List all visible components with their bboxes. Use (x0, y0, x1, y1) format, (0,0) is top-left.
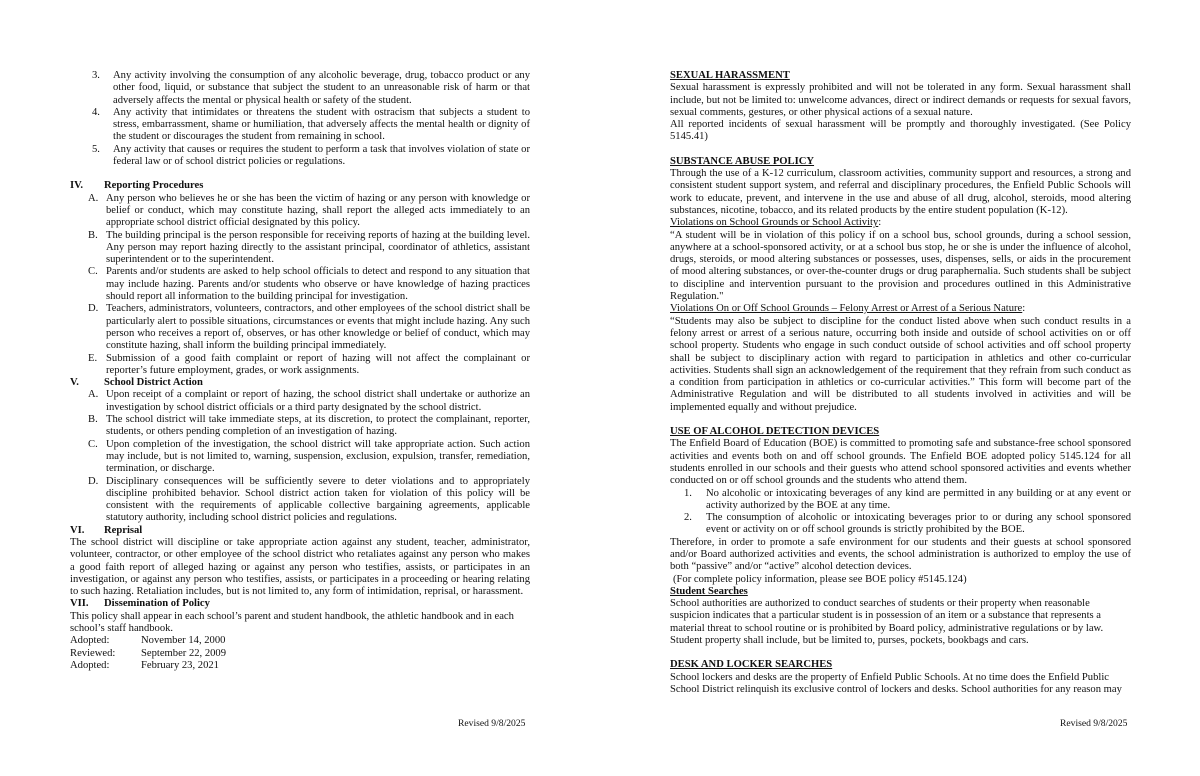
adoption-history (70, 635, 530, 672)
subheading-text: Violations On or Off School Grounds – Felony Arrest or Arrest of a Serious Nature (670, 303, 1023, 315)
list-item (70, 266, 530, 303)
alcohol-rules-list (670, 488, 1131, 537)
list-item (70, 353, 530, 378)
list-item (70, 414, 530, 439)
reporting-procedures-list (70, 193, 530, 377)
list-item-text: Upon completion of the investigation, the school district will take appropriate action. Such action may include, but is not limited to, warning, suspension, exclusion, expulsion, transfer, remediation, termination, or discharge. (106, 438, 530, 475)
hazing-activity-list (70, 70, 530, 168)
list-item-text: Upon receipt of a complaint or report of hazing, the school district shall undertake or authorize an investigation by school district officials or a third party designated by the school district. (106, 389, 530, 413)
list-item (670, 512, 1131, 537)
section-title: Reporting Procedures (104, 180, 204, 192)
list-item (70, 193, 530, 230)
adoption-date: September 22, 2009 (141, 647, 227, 659)
section-number: IV. (70, 180, 84, 192)
subheading-colon: : (1022, 303, 1026, 315)
list-item-text: Any activity that intimidates or threatens the student with ostracism that subjects a student to stress, embarrassment, shame or humiliation, that adversely affects the mental health or dignity of the student or discourages the student from remaining in school. (113, 106, 530, 143)
right-footer-revised: Revised 9/8/2025 (1060, 718, 1128, 729)
list-item (70, 107, 530, 144)
adoption-row (70, 660, 530, 672)
list-item (70, 70, 530, 107)
felony-arrest-subheading (670, 303, 1131, 315)
list-item-number: A. (88, 389, 99, 401)
list-item (70, 389, 530, 414)
left-page (70, 70, 530, 672)
adoption-label: Adopted: (70, 659, 110, 671)
list-item-number: B. (88, 414, 98, 426)
section-title: School District Action (104, 377, 203, 389)
adoption-date: November 14, 2000 (141, 635, 226, 647)
list-item-number: D. (88, 303, 99, 315)
list-item-text: Any person who believes he or she has been the victim of hazing or any person with knowledge or belief or conduct, which may constitute hazing, shall report the alleged acts immediately to an appropriate school district official designated by this policy. (106, 192, 530, 229)
alcohol-detection-heading: USE OF ALCOHOL DETECTION DEVICES (670, 426, 880, 438)
section-iv-heading (70, 180, 530, 192)
list-item-number: E. (88, 352, 98, 364)
student-searches-paragraph: School authorities are authorized to conduct searches of students or their property when reasonable suspicion indicates that a particular student is in possession of an item or a substance that represents a material threat to school routine or is prohibited by Board policy, administrative regulations or by law. Student property shall include, but be limited to, purses, pockets, bookbags and cars. (670, 598, 1104, 647)
alcohol-detection-paragraph: The Enfield Board of Education (BOE) is committed to promoting safe and substance-free school sponsored activities and events both on and off school grounds. The Enfield BOE adopted policy 5145.124 for all students enrolled in our schools and their guests who attend school sponsored activities and events whether conducted on or off school grounds and the students who attend them. (670, 438, 1131, 487)
desk-locker-heading: DESK AND LOCKER SEARCHES (670, 659, 833, 671)
list-item (70, 303, 530, 352)
adoption-row (70, 648, 530, 660)
list-item-number: C. (88, 438, 98, 450)
sexual-harassment-investigation: All reported incidents of sexual harassment will be promptly and thoroughly investigated. (See Policy 5145.41) (670, 119, 1131, 143)
section-title: Dissemination of Policy (104, 598, 210, 610)
sexual-harassment-paragraph: Sexual harassment is expressly prohibited and will not be tolerated in any form. Sexual harassment shall include, but not be limited to: unwelcome advances, direct or indirect demands or requests for sexual favors, sexual comments, gestures, or other physical actions of a sexual nature. (670, 82, 1131, 118)
list-item (70, 439, 530, 476)
reprisal-text: The school district will discipline or take appropriate action against any student, teacher, administrator, volunteer, contractor, or other employee of the school district who retaliates against any person who makes a good faith report of alleged hazing or against any person who testifies, assists, or participates in an investigation, or against any person who testifies, assists, or participates in a proceeding or hearing relating to such hazing. Retaliation includes, but is not limited to, any form of intimidation, reprisal, or harassment. (70, 536, 530, 598)
list-item-number: 3. (92, 70, 100, 81)
substance-abuse-heading: SUBSTANCE ABUSE POLICY (670, 155, 815, 167)
alcohol-policy-reference: (For complete policy information, please see BOE policy #5145.124) (673, 573, 967, 585)
felony-arrest-text: “Students may also be subject to discipline for the conduct listed above when such conduct results in a felony arrest or arrest of a serious nature, occurring both inside and outside of school activities on or off school property. Students who engage in such conduct outside of school activities and off school property shall be subject to disciplinary action with regard to participation in athletics and other co-curricular activities. Students shall sign an acknowledgement of the requirement that they refrain from such conduct as a condition from participation in athletics or co-curricular activities.” This form will become part of the Administrative Regulation and will be distributed to all students involved in activities and will be implemented equally and without prejudice. (670, 315, 1131, 413)
section-number: V. (70, 377, 79, 389)
list-item (670, 488, 1131, 513)
section-vi-heading (70, 525, 530, 537)
list-item-number: 2. (684, 512, 692, 524)
list-item (70, 230, 530, 267)
list-item-text: The school district will take immediate steps, at its discretion, to protect the complainant, reporter, students, or others pending completion of an investigation of hazing. (106, 414, 530, 438)
adoption-label: Reviewed: (70, 647, 116, 659)
district-action-list (70, 389, 530, 524)
list-item-number: C. (88, 266, 98, 278)
adoption-date: February 23, 2021 (141, 659, 219, 671)
list-item (70, 144, 530, 169)
section-number: VI. (70, 524, 85, 536)
section-vii-heading (70, 598, 530, 610)
desk-locker-paragraph: School lockers and desks are the property of Enfield Public Schools. At no time does the Enfield Public School District relinquish its exclusive control of lockers and desks. School authorities for any reason may (670, 671, 1122, 695)
list-item-text: Parents and/or students are asked to help school officials to detect and respond to any situation that may include hazing. Parents and/or students who observe or have knowledge of hazing practices should report all information to the building principal for investigation. (106, 266, 530, 303)
student-searches-heading: Student Searches (670, 585, 748, 597)
dissemination-text: This policy shall appear in each school’s parent and student handbook, the athletic handbook and in each school’s staff handbook. (70, 610, 514, 635)
section-title: Reprisal (104, 524, 143, 536)
list-item-number: D. (88, 475, 99, 487)
list-item (70, 476, 530, 525)
list-item-text: Submission of a good faith complaint or report of hazing will not affect the complainant or reporter’s future employment, grades, or work assignments. (106, 352, 530, 376)
subheading-colon: : (878, 217, 882, 229)
adoption-row (70, 635, 530, 647)
left-footer-revised: Revised 9/8/2025 (458, 718, 526, 729)
list-item-number: 1. (684, 487, 692, 499)
right-page (670, 70, 1131, 696)
sexual-harassment-heading: SEXUAL HARASSMENT (670, 70, 790, 81)
violations-on-grounds-subheading (670, 217, 1131, 229)
section-v-heading (70, 377, 530, 389)
list-item-text: Any activity that causes or requires the student to perform a task that involves violation of state or federal law or of school district policies or regulations. (113, 143, 530, 168)
list-item-number: B. (88, 229, 98, 241)
section-number: VII. (70, 598, 89, 610)
alcohol-detection-devices-paragraph: Therefore, in order to promote a safe environment for our students and their guests at school sponsored and/or Board authorized activities and events, the school administration is authorized to employ the use of both “passive” and/or “active” alcohol detection devices. (670, 536, 1131, 573)
list-item-text: No alcoholic or intoxicating beverages of any kind are permitted in any building or at any event or activity authorized by the BOE at any time. (706, 487, 1131, 511)
list-item-text: Teachers, administrators, volunteers, contractors, and other employees of the school district shall be particularly alert to possible situations, circumstances or events that might include hazing. Any such person who receives a report of, observes, or has other knowledge or belief of conduct, which may constitute hazing, shall inform the building principal immediately. (106, 303, 530, 352)
violations-on-grounds-text: “A student will be in violation of this policy if on a school bus, school grounds, during a school session, anywhere at a school-sponsored activity, or at a school bus stop, he or she is under the influence of alcohol, drugs, steroids, or mood altering substances or possesses, uses, dispenses, sells, or aids in the procurement of mood altering substances, or over-the-counter drugs or drug paraphernalia. Such students shall be subject to discipline and intervention pursuant to the provision and procedures outlined in this Administrative Regulation." (670, 229, 1131, 303)
list-item-text: Disciplinary consequences will be sufficiently severe to deter violations and to appropriately discipline prohibited behavior. School district action taken for violation of this policy will be consistent with the requirements of applicable collective bargaining agreements, applicable statutory authority, including school district policies and regulations. (106, 475, 530, 524)
list-item-number: A. (88, 192, 99, 204)
subheading-text: Violations on School Grounds or School Activity (670, 217, 879, 229)
list-item-text: The building principal is the person responsible for receiving reports of hazing at the building level. Any person may report hazing directly to the assistant principal, coordinator of athletics, assistant superintendent or to the superintendent. (106, 229, 530, 266)
list-item-text: Any activity involving the consumption of any alcoholic beverage, drug, tobacco product or any other food, liquid, or substance that subject the student to an unreasonable risk of harm or that adversely affects the mental or physical health or safety of the student. (113, 70, 530, 106)
list-item-number: 5. (92, 143, 100, 155)
list-item-number: 4. (92, 106, 100, 118)
list-item-text: The consumption of alcoholic or intoxicating beverages prior to or during any school sponsored event or activity on or off school grounds is strictly prohibited by the BOE. (706, 512, 1131, 536)
adoption-label: Adopted: (70, 635, 110, 647)
substance-abuse-paragraph: Through the use of a K-12 curriculum, classroom activities, community support and resources, a strong and consistent student support system, and referral and disciplinary procedures, the Enfield Public Schools will work to educate, prevent, and intervene in the use and abuse of all drug, alcohol, steroids, mood altering substances, nicotine, tobacco, and its related products by the entire student population (K-12). (670, 168, 1131, 216)
